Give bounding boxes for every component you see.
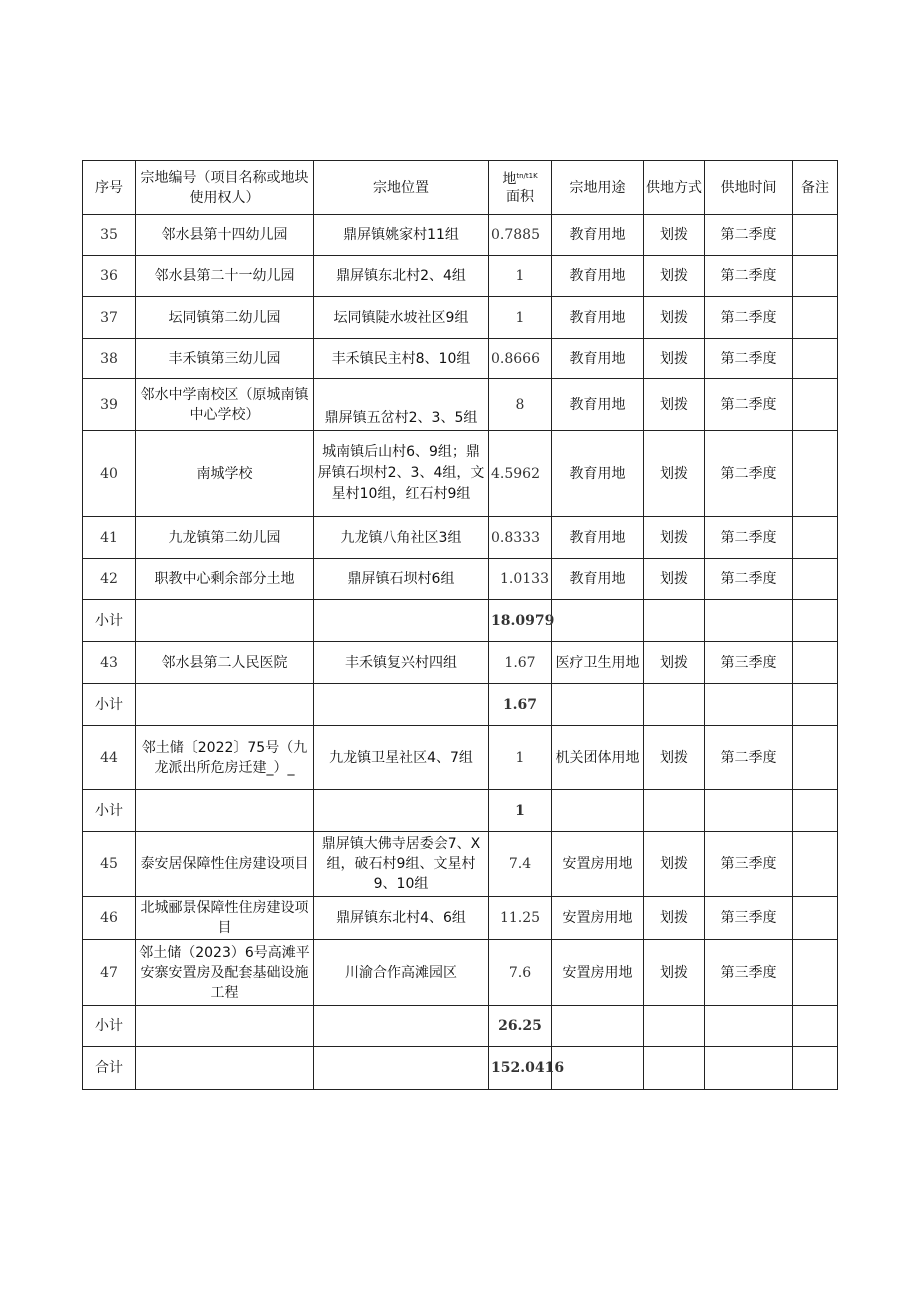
row-use: 教育用地 xyxy=(552,215,644,256)
empty-cell xyxy=(136,790,314,832)
header-time: 供地时间 xyxy=(705,161,793,215)
row-seq: 45 xyxy=(83,832,136,897)
empty-cell xyxy=(793,1047,838,1090)
empty-cell xyxy=(793,1006,838,1047)
table-row xyxy=(83,897,838,940)
total-area: 152.0416 xyxy=(489,1047,552,1090)
empty-cell xyxy=(793,684,838,726)
row-location: 九龙镇卫星社区4、7组 xyxy=(314,726,489,790)
row-note xyxy=(793,431,838,517)
row-area: 8 xyxy=(489,379,552,431)
empty-cell xyxy=(552,790,644,832)
row-area: 1 xyxy=(489,256,552,297)
row-seq: 35 xyxy=(83,215,136,256)
row-use: 教育用地 xyxy=(552,517,644,559)
row-note xyxy=(793,642,838,684)
row-name: 北城郦景保障性住房建设项目 xyxy=(136,897,314,940)
empty-cell xyxy=(793,790,838,832)
row-time: 第二季度 xyxy=(705,517,793,559)
header-code: 宗地编号（项目名称或地块使用权人） xyxy=(136,161,314,215)
empty-cell xyxy=(314,1006,489,1047)
row-note xyxy=(793,256,838,297)
empty-cell xyxy=(705,600,793,642)
row-name: 邻土储（2023）6号高滩平安寨安置房及配套基础设施工程 xyxy=(136,940,314,1006)
header-method: 供地方式 xyxy=(644,161,705,215)
row-seq: 39 xyxy=(83,379,136,431)
header-use: 宗地用途 xyxy=(552,161,644,215)
row-seq: 47 xyxy=(83,940,136,1006)
subtotal-row xyxy=(83,600,838,642)
row-name: 泰安居保障性住房建设项目 xyxy=(136,832,314,897)
row-area: 1 xyxy=(489,297,552,339)
empty-cell xyxy=(644,790,705,832)
row-use: 教育用地 xyxy=(552,297,644,339)
subtotal-area: 18.0979 xyxy=(489,600,552,642)
table-row xyxy=(83,726,838,790)
row-use: 医疗卫生用地 xyxy=(552,642,644,684)
row-method: 划拨 xyxy=(644,897,705,940)
row-use: 安置房用地 xyxy=(552,832,644,897)
row-time: 第二季度 xyxy=(705,431,793,517)
row-note xyxy=(793,297,838,339)
row-area: 11.25 xyxy=(489,897,552,940)
row-time: 第二季度 xyxy=(705,215,793,256)
row-note xyxy=(793,832,838,897)
header-note: 备注 xyxy=(793,161,838,215)
row-name: 九龙镇第二幼儿园 xyxy=(136,517,314,559)
row-location: 丰禾镇民主村8、10组 xyxy=(314,339,489,379)
row-method: 划拨 xyxy=(644,339,705,379)
row-location: 鼎屏镇五岔村2、3、5组 xyxy=(314,379,489,431)
empty-cell xyxy=(705,1006,793,1047)
empty-cell xyxy=(314,684,489,726)
row-location: 鼎屏镇东北村4、6组 xyxy=(314,897,489,940)
row-name: 南城学校 xyxy=(136,431,314,517)
empty-cell xyxy=(314,600,489,642)
header-seq: 序号 xyxy=(83,161,136,215)
row-time: 第二季度 xyxy=(705,297,793,339)
row-method: 划拨 xyxy=(644,726,705,790)
row-area: 0.7885 xyxy=(489,215,552,256)
row-note xyxy=(793,940,838,1006)
row-seq: 43 xyxy=(83,642,136,684)
table-row xyxy=(83,379,838,431)
row-name: 邻水中学南校区（原城南镇中心学校） xyxy=(136,379,314,431)
row-time: 第二季度 xyxy=(705,559,793,600)
row-method: 划拨 xyxy=(644,379,705,431)
row-use: 教育用地 xyxy=(552,379,644,431)
row-time: 第二季度 xyxy=(705,379,793,431)
total-label: 合计 xyxy=(83,1047,136,1090)
row-area: 7.4 xyxy=(489,832,552,897)
row-name: 邻水县第二十一幼儿园 xyxy=(136,256,314,297)
row-location: 城南镇后山村6、9组；鼎屏镇石坝村2、3、4组，文星村10组，红石村9组 xyxy=(314,431,489,517)
subtotal-label: 小计 xyxy=(83,1006,136,1047)
row-location: 鼎屏镇东北村2、4组 xyxy=(314,256,489,297)
row-method: 划拨 xyxy=(644,517,705,559)
row-note xyxy=(793,339,838,379)
empty-cell xyxy=(644,1006,705,1047)
row-time: 第三季度 xyxy=(705,940,793,1006)
table-row xyxy=(83,215,838,256)
empty-cell xyxy=(314,790,489,832)
empty-cell xyxy=(705,684,793,726)
header-area xyxy=(489,161,552,215)
row-method: 划拨 xyxy=(644,431,705,517)
table-row xyxy=(83,642,838,684)
row-time: 第三季度 xyxy=(705,642,793,684)
row-time: 第二季度 xyxy=(705,726,793,790)
row-method: 划拨 xyxy=(644,832,705,897)
subtotal-row xyxy=(83,1006,838,1047)
row-location: 川渝合作高滩园区 xyxy=(314,940,489,1006)
row-name: 职教中心剩余部分土地 xyxy=(136,559,314,600)
row-location: 鼎屏镇大佛寺居委会7、X组，破石村9组、文星村9、10组 xyxy=(314,832,489,897)
row-use: 机关团体用地 xyxy=(552,726,644,790)
header-location: 宗地位置 xyxy=(314,161,489,215)
row-method: 划拨 xyxy=(644,297,705,339)
row-method: 划拨 xyxy=(644,559,705,600)
row-seq: 37 xyxy=(83,297,136,339)
row-area: 7.6 xyxy=(489,940,552,1006)
table-row xyxy=(83,297,838,339)
row-seq: 38 xyxy=(83,339,136,379)
table-header-row xyxy=(83,161,838,215)
row-seq: 41 xyxy=(83,517,136,559)
row-area: 0.8333 xyxy=(489,517,552,559)
row-use: 教育用地 xyxy=(552,559,644,600)
row-use: 教育用地 xyxy=(552,256,644,297)
row-location: 鼎屏镇姚家村11组 xyxy=(314,215,489,256)
row-use: 教育用地 xyxy=(552,431,644,517)
row-name: 丰禾镇第三幼儿园 xyxy=(136,339,314,379)
total-row xyxy=(83,1047,838,1090)
row-time: 第三季度 xyxy=(705,897,793,940)
empty-cell xyxy=(552,1047,644,1090)
empty-cell xyxy=(552,1006,644,1047)
row-use: 安置房用地 xyxy=(552,897,644,940)
row-location: 坛同镇陡水坡社区9组 xyxy=(314,297,489,339)
empty-cell xyxy=(793,600,838,642)
header-area-bottom: 面积 xyxy=(506,189,534,206)
row-note xyxy=(793,897,838,940)
empty-cell xyxy=(552,600,644,642)
subtotal-area: 1.67 xyxy=(489,684,552,726)
row-note xyxy=(793,726,838,790)
table-row xyxy=(83,431,838,517)
header-area-sup: tn/t1K xyxy=(516,171,538,180)
row-seq: 40 xyxy=(83,431,136,517)
row-location: 丰禾镇复兴村四组 xyxy=(314,642,489,684)
empty-cell xyxy=(136,1006,314,1047)
row-method: 划拨 xyxy=(644,642,705,684)
row-time: 第二季度 xyxy=(705,256,793,297)
row-time: 第三季度 xyxy=(705,832,793,897)
table-row xyxy=(83,559,838,600)
table-row xyxy=(83,339,838,379)
row-note xyxy=(793,559,838,600)
table-row xyxy=(83,517,838,559)
table-row xyxy=(83,832,838,897)
subtotal-label: 小计 xyxy=(83,684,136,726)
land-supply-table xyxy=(82,160,838,1090)
header-area-top: 地 xyxy=(502,171,517,188)
empty-cell xyxy=(136,1047,314,1090)
row-seq: 42 xyxy=(83,559,136,600)
row-time: 第二季度 xyxy=(705,339,793,379)
row-note xyxy=(793,517,838,559)
row-note xyxy=(793,215,838,256)
row-location: 鼎屏镇石坝村6组 xyxy=(314,559,489,600)
row-method: 划拨 xyxy=(644,940,705,1006)
row-seq: 46 xyxy=(83,897,136,940)
subtotal-area: 1 xyxy=(489,790,552,832)
empty-cell xyxy=(644,684,705,726)
row-seq: 36 xyxy=(83,256,136,297)
row-area: 1 xyxy=(489,726,552,790)
row-name: 邻水县第二人民医院 xyxy=(136,642,314,684)
empty-cell xyxy=(705,790,793,832)
row-area: 4.5962 xyxy=(489,431,552,517)
row-use: 教育用地 xyxy=(552,339,644,379)
row-method: 划拨 xyxy=(644,256,705,297)
subtotal-label: 小计 xyxy=(83,600,136,642)
empty-cell xyxy=(136,600,314,642)
row-note xyxy=(793,379,838,431)
row-name: 邻土储〔2022〕75号（九龙派出所危房迁建_）_ xyxy=(136,726,314,790)
row-seq: 44 xyxy=(83,726,136,790)
empty-cell xyxy=(644,1047,705,1090)
subtotal-row xyxy=(83,790,838,832)
empty-cell xyxy=(644,600,705,642)
row-location: 九龙镇八角社区3组 xyxy=(314,517,489,559)
table-row xyxy=(83,256,838,297)
subtotal-area: 26.25 xyxy=(489,1006,552,1047)
row-area: 1.0133 xyxy=(489,559,552,600)
empty-cell xyxy=(705,1047,793,1090)
row-area: 1.67 xyxy=(489,642,552,684)
table-row xyxy=(83,940,838,1006)
row-name: 坛同镇第二幼儿园 xyxy=(136,297,314,339)
empty-cell xyxy=(136,684,314,726)
row-area: 0.8666 xyxy=(489,339,552,379)
empty-cell xyxy=(552,684,644,726)
row-method: 划拨 xyxy=(644,215,705,256)
row-name: 邻水县第十四幼儿园 xyxy=(136,215,314,256)
empty-cell xyxy=(314,1047,489,1090)
subtotal-label: 小计 xyxy=(83,790,136,832)
row-use: 安置房用地 xyxy=(552,940,644,1006)
subtotal-row xyxy=(83,684,838,726)
